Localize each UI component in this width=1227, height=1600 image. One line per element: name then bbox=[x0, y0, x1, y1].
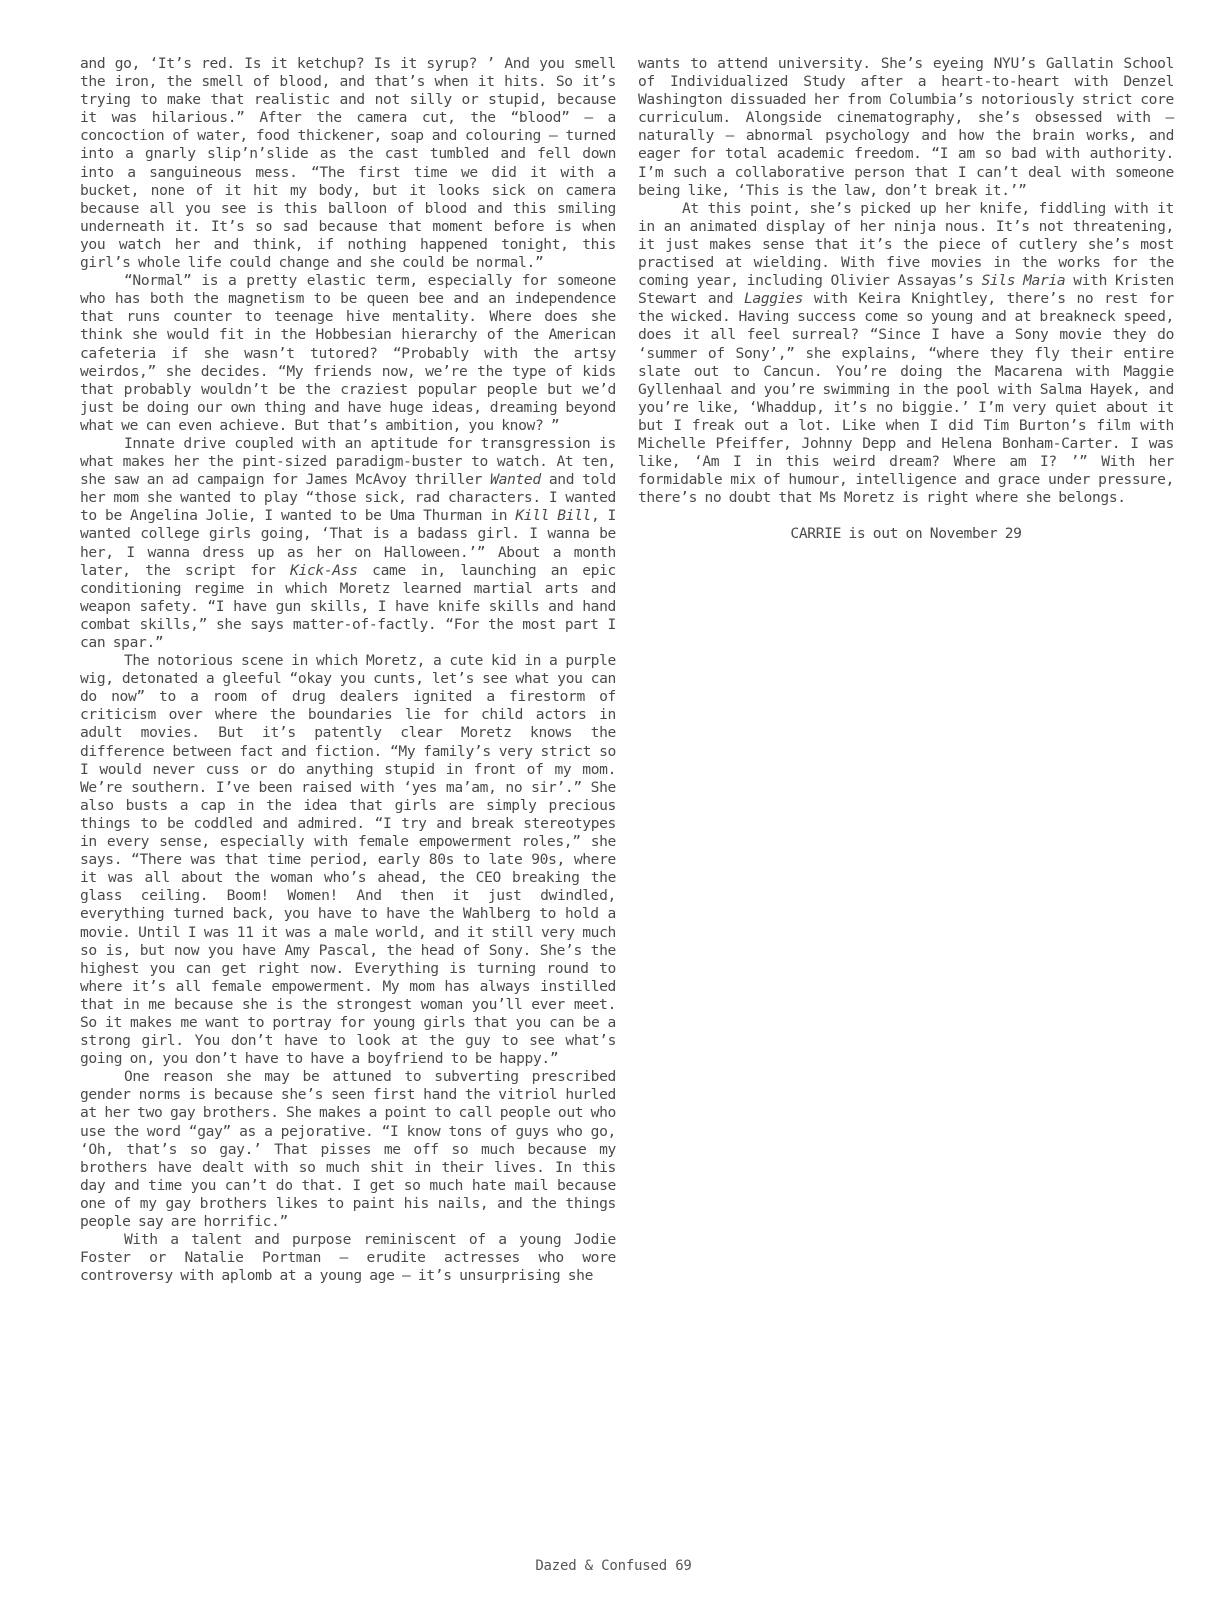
article-column-right bbox=[638, 55, 1174, 543]
paragraph-text: , I wanted college girls going, ‘That is a badass girl. I wanna be her, I wanna dress up as her on Halloween.’” About a month later, the script for bbox=[80, 507, 616, 579]
paragraph-text: At this point, she’s picked up her knife, fiddling with it in an animated display of her ninja nous. It’s not threatening, it just makes sense that it’s the piece of cutlery she’s most practised at wielding. With five movies in the works for the coming year, including Olivier Assayas’s bbox=[638, 199, 1174, 290]
paragraph-text: with Kristen Stewart and bbox=[638, 272, 1174, 308]
page-footer: Dazed & Confused 69 bbox=[535, 1558, 692, 1574]
paragraph-text: with Keira Knightley, there’s no rest for the wicked. Having success come so young and at breakneck speed, does it all feel surreal? “Since I have a Sony movie they do ‘summer of Sony’,” she explains, “where they fly their entire slate out to Cancun. You’re doing the Macarena with Maggie Gyllenhaal and you’re swimming in the pool with Salma Hayek, and you’re like, ‘Whaddup, it’s no biggie.’ I’m very quiet about it but I freak out a lot. Like when I did Tim Burton’s film with Michelle Pfeiffer, Johnny Depp and Helena Bonham-Carter. I was like, ‘Am I in this weird dream? Where am I? ’” With her formidable mix of humour, intelligence and grace under pressure, there’s no doubt that Ms Moretz is right where she belongs. bbox=[638, 290, 1174, 507]
paragraph bbox=[638, 200, 1174, 508]
article-column-left bbox=[80, 55, 616, 1285]
film-title: Kick-Ass bbox=[290, 561, 358, 579]
paragraph: wants to attend university. She’s eyeing NYU’s Gallatin School of Individualized Study after a heart-to-heart with Denzel Washington dissuaded her from Columbia’s notoriously strict core curriculum. Alongside cinematography, she’s obsessed with – naturally – abnormal psychology and how the brain works, and eager for total academic freedom. “I am so bad with authority. I’m such a collaborative person that I can’t deal with someone being like, ‘This is the law, don’t break it.’” bbox=[638, 55, 1174, 199]
paragraph: and go, ‘It’s red. Is it ketchup? Is it syrup? ’ And you smell the iron, the smell of blood, and that’s when it hits. So it’s trying to make that realistic and not silly or stupid, because it was hilarious.” After the camera cut, the “blood” – a concoction of water, food thickener, soap and colouring – turned into a gnarly slip’n’slide as the cast tumbled and fell down into a sanguineous mess. “The first time we did it with a bucket, none of it hit my body, but it looks sick on camera because all you see is this balloon of blood and this smiling underneath it. It’s so sad because that moment before is when you watch her and think, if nothing happened tonight, this girl’s whole life could change and she could be normal.” bbox=[80, 55, 616, 272]
film-title: Kill Bill bbox=[515, 507, 591, 525]
paragraph-text: came in, launching an epic conditioning regime in which Moretz learned martial arts and weapon safety. “I have gun skills, I have knife skills and hand combat skills,” she says matter-of-factly. “For the most part I can spar.” bbox=[80, 561, 616, 651]
film-title: Wanted bbox=[490, 471, 541, 489]
paragraph bbox=[80, 435, 616, 652]
paragraph-text: Innate drive coupled with an aptitude for transgression is what makes her the pint-sized paradigm-buster to watch. At ten, she saw an ad campaign for James McAvoy thriller bbox=[80, 434, 616, 489]
film-title: Laggies bbox=[743, 290, 804, 308]
paragraph: One reason she may be attuned to subverting prescribed gender norms is because she’s seen first hand the vitriol hurled at her two gay brothers. She makes a point to call people out who use the word “gay” as a pejorative. “I know tons of guys who go, ‘Oh, that’s so gay.’ That pisses me off so much because my brothers have dealt with so much shit in their lives. In this day and time you can’t do that. I get so much hate mail because one of my gay brothers likes to paint his nails, and the things people say are horrific.” bbox=[80, 1068, 616, 1230]
paragraph: With a talent and purpose reminiscent of a young Jodie Foster or Natalie Portman – erudite actresses who wore controversy with aplomb at a young age – it’s unsurprising she bbox=[80, 1231, 616, 1285]
paragraph: “Normal” is a pretty elastic term, especially for someone who has both the magnetism to be queen bee and an independence that runs counter to teenage hive mentality. Where does she think she would fit in the Hobbesian hierarchy of the American cafeteria if she wasn’t tutored? “Probably with the artsy weirdos,” she decides. “My friends now, we’re the type of kids that probably wouldn’t be the craziest popular people but we’d just be doing our own thing and have huge ideas, dreaming beyond what we can even achieve. But that’s ambition, you know? ” bbox=[80, 272, 616, 434]
film-title: Sils Maria bbox=[981, 272, 1066, 290]
paragraph-text: and told her mom she wanted to play “those sick, rad characters. I wanted to be Angelina Jolie, I wanted to be Uma Thurman in bbox=[80, 471, 616, 525]
paragraph: The notorious scene in which Moretz, a cute kid in a purple wig, detonated a gleeful “okay you cunts, let’s see what you can do now” to a room of drug dealers ignited a firestorm of criticism over where the boundaries lie for child actors in adult movies. But it’s patently clear Moretz knows the difference between fact and fiction. “My family’s very strict so I would never cuss or do anything stupid in front of my mom. We’re southern. I’ve been raised with ‘yes ma’am, no sir’.” She also busts a cap in the idea that girls are simply precious things to be coddled and admired. “I try and break stereotypes in every sense, especially with female empowerment roles,” she says. “There was that time period, early 80s to late 90s, where it was all about the woman who’s ahead, the CEO breaking the glass ceiling. Boom! Women! And then it just dwindled, everything turned back, you have to have the Wahlberg to hold a movie. Until I was 11 it was a male world, and it still very much so is, but now you have Amy Pascal, the head of Sony. She’s the highest you can get right now. Everything is turning round to where it’s all female empowerment. My mom has always instilled that in me because she is the strongest woman you’ll ever meet. So it makes me want to portray for young girls that you can be a strong girl. You don’t have to look at the guy to see what’s going on, you don’t have to have a boyfriend to be happy.” bbox=[80, 652, 616, 1068]
release-credit: CARRIE is out on November 29 bbox=[790, 525, 1022, 543]
